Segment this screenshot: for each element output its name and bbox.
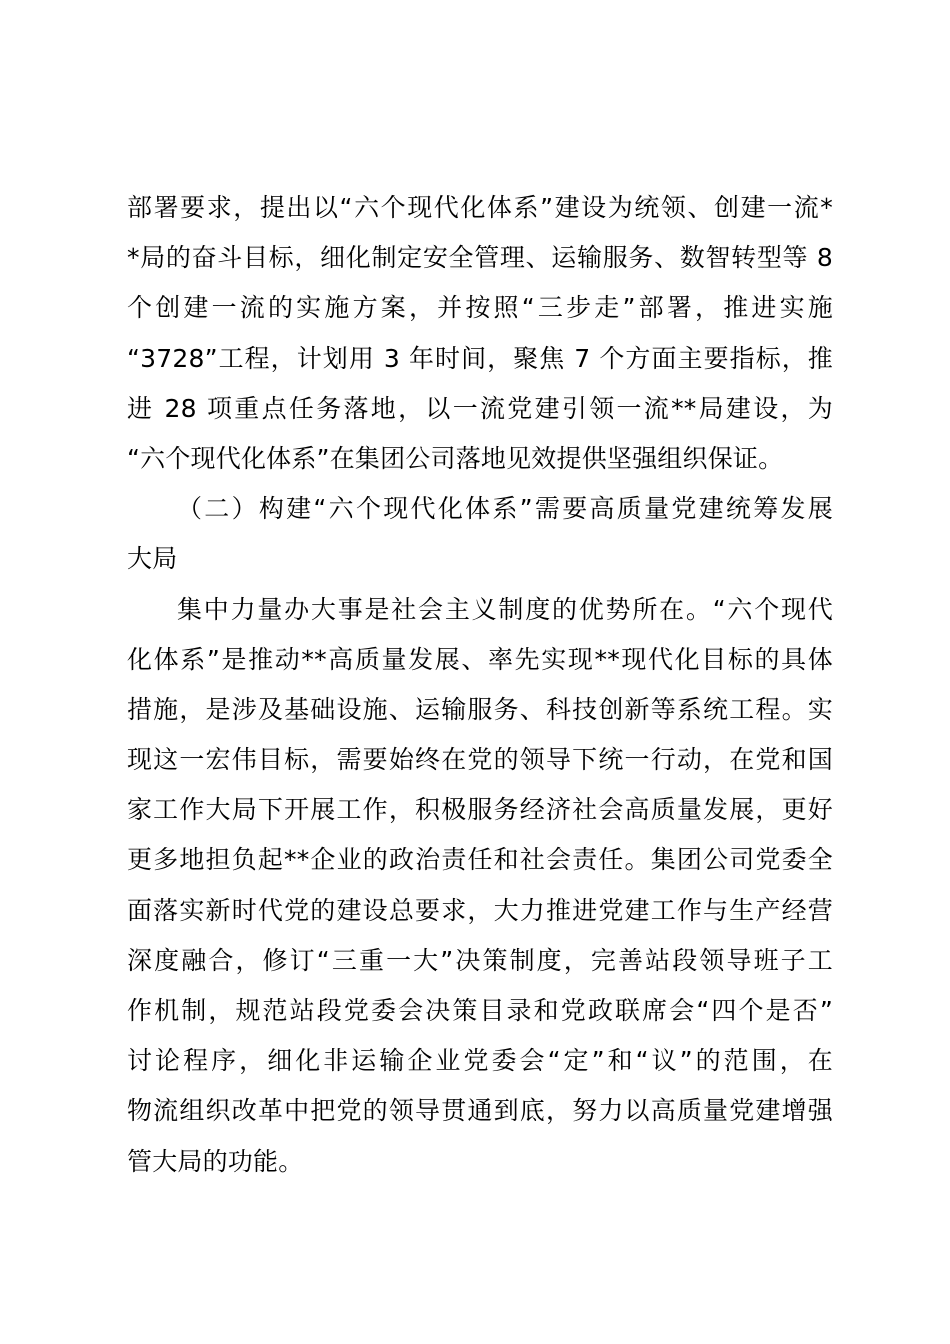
text-line: 更多地担负起**企业的政治责任和社会责任。集团公司党委全 [127, 845, 833, 875]
body-paragraph [127, 585, 833, 1187]
text-line: 部署要求，提出以“六个现代化体系”建设为统领、创建一流* [127, 193, 833, 222]
text-line: 化体系”是推动**高质量发展、率先实现**现代化目标的具体 [127, 644, 833, 674]
text-line: 家工作大局下开展工作，积极服务经济社会高质量发展，更好 [127, 795, 833, 825]
text-line: 现这一宏伟目标，需要始终在党的领导下统一行动，在党和国 [127, 745, 833, 775]
heading-line: （二）构建“六个现代化体系”需要高质量党建统筹发展 [177, 494, 833, 524]
section-heading [127, 484, 833, 584]
text-line: 深度融合，修订“三重一大”决策制度，完善站段领导班子工 [127, 945, 833, 975]
text-line: 个创建一流的实施方案，并按照“三步走”部署，推进实施 [127, 293, 833, 323]
text-line: 集中力量办大事是社会主义制度的优势所在。“六个现代 [177, 594, 833, 624]
text-line: “六个现代化体系”在集团公司落地见效提供坚强组织保证。 [127, 443, 784, 473]
text-line: “3728”工程，计划用 3 年时间，聚焦 7 个方面主要指标，推 [127, 343, 833, 373]
text-line: 措施，是涉及基础设施、运输服务、科技创新等系统工程。实 [127, 694, 833, 724]
text-line: 讨论程序，细化非运输企业党委会“定”和“议”的范围，在 [127, 1046, 833, 1076]
document-page [127, 183, 833, 1187]
text-line: *局的奋斗目标，细化制定安全管理、运输服务、数智转型等 8 [127, 243, 833, 273]
paragraph-continuation [127, 183, 833, 484]
text-line: 面落实新时代党的建设总要求，大力推进党建工作与生产经营 [127, 895, 833, 925]
text-line: 物流组织改革中把党的领导贯通到底，努力以高质量党建增强 [127, 1096, 833, 1126]
text-line: 作机制，规范站段党委会决策目录和党政联席会“四个是否” [127, 996, 833, 1025]
text-line: 进 28 项重点任务落地，以一流党建引领一流**局建设，为 [127, 393, 833, 423]
heading-line: 大局 [127, 544, 178, 574]
text-line: 管大局的功能。 [127, 1146, 304, 1176]
